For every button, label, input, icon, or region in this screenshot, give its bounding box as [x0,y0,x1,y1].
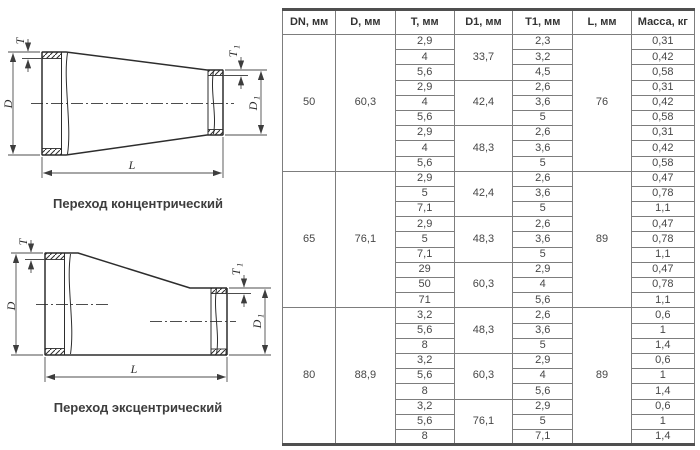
pipe-outline-bottom [42,135,223,155]
dimension-l [45,357,227,382]
eccentric-caption: Переход эксцентрический [53,400,223,415]
cell-mass: 1,1 [631,202,694,217]
pipe-outline-top [42,52,223,70]
cell-d1: 76,1 [454,399,512,445]
wall-hatch [45,253,65,260]
concentric-caption: Переход концентрический [53,196,223,211]
cell-t1: 5 [513,338,573,353]
cell-t1: 4 [513,369,573,384]
cell-mass: 0,78 [631,186,694,201]
dim-label-l: L [128,158,136,172]
table-row [283,308,695,323]
dim-label-t: T [13,37,27,45]
cell-t1: 3,6 [513,323,573,338]
cell-l: 76 [573,35,631,172]
cell-mass: 0,42 [631,141,694,156]
cell-t: 3,2 [395,353,454,368]
cell-t: 2,9 [395,35,454,50]
cell-t: 5,6 [395,414,454,429]
cell-mass: 0,31 [631,35,694,50]
cell-mass: 0,78 [631,278,694,293]
dimension-d [4,253,43,355]
dim-label-t1-sub: 1 [231,44,242,49]
cell-t: 7,1 [395,247,454,262]
dim-label-l: L [130,362,138,376]
cell-t: 4 [395,95,454,110]
cell-d1: 33,7 [454,35,512,81]
cell-t: 5,6 [395,65,454,80]
cell-mass: 0,58 [631,156,694,171]
cell-t: 5,6 [395,323,454,338]
cell-t1: 2,6 [513,217,573,232]
cell-t: 4 [395,50,454,65]
cell-t: 3,2 [395,399,454,414]
cell-mass: 0,42 [631,50,694,65]
cell-dn: 80 [283,308,336,445]
wall-hatch [42,149,62,156]
cell-d1: 42,4 [454,80,512,126]
cell-t1: 2,6 [513,126,573,141]
dim-label-t: T [16,238,30,246]
cell-t1: 3,2 [513,50,573,65]
column-header: DN, мм [283,10,336,35]
cell-t: 3,2 [395,308,454,323]
cell-l: 89 [573,308,631,445]
cell-t1: 3,6 [513,95,573,110]
dim-label-d1-sub: 1 [251,95,262,100]
wall-hatch [211,349,226,355]
technical-drawings-svg [0,0,280,450]
cell-d1: 60,3 [454,262,512,308]
cell-mass: 1,1 [631,247,694,262]
pipe-outline-top [45,253,227,288]
dimension-t1 [227,263,251,307]
eccentric-reducer-drawing [4,237,271,382]
dim-label-t1-sub: 1 [234,262,245,267]
column-header: T1, мм [513,10,573,35]
cell-d: 76,1 [336,171,395,308]
column-header: T, мм [395,10,454,35]
cell-mass: 0,58 [631,110,694,125]
cell-t1: 2,9 [513,262,573,277]
cell-t1: 5 [513,110,573,125]
dimension-t [13,36,42,72]
table-row [283,171,695,186]
cell-mass: 1 [631,323,694,338]
cell-t: 5,6 [395,156,454,171]
table-row [283,35,695,50]
table-header-row [283,10,695,35]
wall-hatch [208,70,223,76]
cell-mass: 0,58 [631,65,694,80]
cell-mass: 1,4 [631,384,694,399]
dim-label-d1-sub: 1 [255,313,266,318]
cell-t1: 3,6 [513,232,573,247]
cell-t1: 5,6 [513,293,573,308]
cell-mass: 0,6 [631,353,694,368]
cell-t1: 3,6 [513,141,573,156]
cell-mass: 1 [631,369,694,384]
cell-t: 8 [395,429,454,444]
dimensions-table-wrap [282,8,695,446]
wall-hatch [211,288,226,294]
break-line-left [69,254,72,354]
cell-mass: 1,4 [631,338,694,353]
concentric-reducer-drawing [1,36,267,178]
cell-d1: 48,3 [454,126,512,172]
cell-t: 50 [395,278,454,293]
cell-mass: 0,78 [631,232,694,247]
dim-label-t1: T [226,50,240,58]
cell-t1: 5 [513,156,573,171]
cell-t1: 2,9 [513,399,573,414]
cell-t: 2,9 [395,171,454,186]
dim-label-d: D [1,99,15,109]
dim-label-d1: D [250,319,264,329]
cell-t1: 7,1 [513,429,573,444]
dim-label-d1: D [246,101,260,111]
cell-d: 88,9 [336,308,395,445]
dimensions-table [282,8,695,446]
cell-t1: 5 [513,247,573,262]
cell-t1: 2,9 [513,353,573,368]
cell-t: 7,1 [395,202,454,217]
cell-t1: 5,6 [513,384,573,399]
cell-d1: 48,3 [454,308,512,354]
dim-label-d: D [4,301,18,311]
cell-d: 60,3 [336,35,395,172]
cell-mass: 0,47 [631,262,694,277]
cell-t1: 4,5 [513,65,573,80]
cell-t: 2,9 [395,217,454,232]
cell-d1: 48,3 [454,217,512,263]
cell-t1: 2,3 [513,35,573,50]
cell-mass: 0,47 [631,171,694,186]
dimension-t [16,237,45,273]
column-header: D, мм [336,10,395,35]
drawings-panel [0,0,280,450]
cell-t: 4 [395,141,454,156]
cell-mass: 1 [631,414,694,429]
cell-t1: 5 [513,202,573,217]
cell-t1: 2,6 [513,171,573,186]
cell-t1: 3,6 [513,186,573,201]
wall-hatch [42,52,62,59]
cell-t1: 2,6 [513,308,573,323]
cell-t: 8 [395,338,454,353]
cell-t1: 5 [513,414,573,429]
cell-dn: 65 [283,171,336,308]
column-header: D1, мм [454,10,512,35]
cell-mass: 0,31 [631,80,694,95]
cell-mass: 0,6 [631,399,694,414]
cell-t: 5 [395,232,454,247]
column-header: L, мм [573,10,631,35]
cell-t: 71 [395,293,454,308]
cell-mass: 1,1 [631,293,694,308]
cell-mass: 0,47 [631,217,694,232]
dimension-t1 [223,45,248,89]
column-header: Масса, кг [631,10,694,35]
wall-hatch [208,130,223,136]
cell-t: 2,9 [395,80,454,95]
cell-l: 89 [573,171,631,308]
cell-t: 5,6 [395,110,454,125]
cell-t: 2,9 [395,126,454,141]
cell-d1: 42,4 [454,171,512,217]
dim-label-t1: T [229,268,243,276]
cell-t: 5,6 [395,369,454,384]
cell-dn: 50 [283,35,336,172]
cell-t1: 4 [513,278,573,293]
cell-mass: 0,6 [631,308,694,323]
wall-hatch [45,349,65,356]
cell-t: 29 [395,262,454,277]
dimension-l [42,137,223,178]
break-line-right [212,71,214,134]
cell-t1: 2,6 [513,80,573,95]
dimension-d1 [225,70,267,135]
cell-mass: 0,31 [631,126,694,141]
cell-t: 8 [395,384,454,399]
cell-d1: 60,3 [454,353,512,399]
cell-t: 5 [395,186,454,201]
cell-mass: 1,4 [631,429,694,444]
cell-mass: 0,42 [631,95,694,110]
